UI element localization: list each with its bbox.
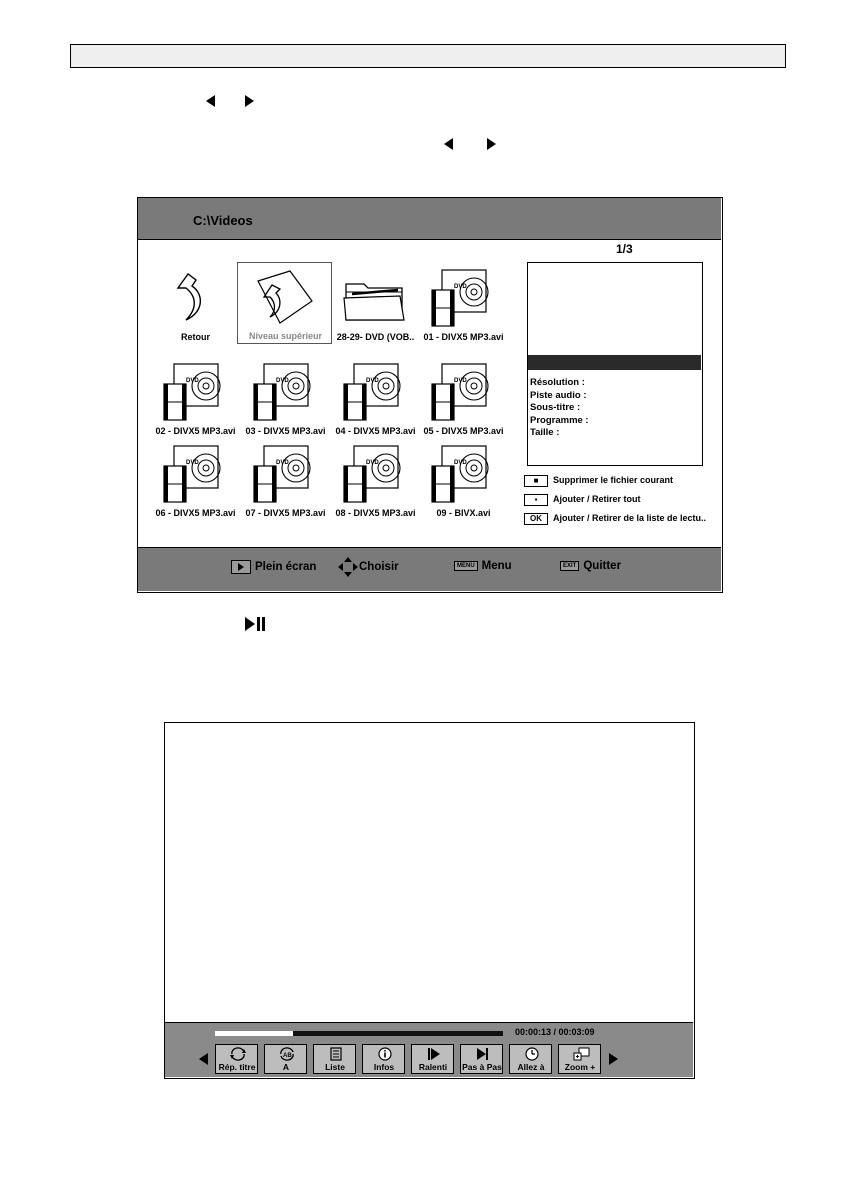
svg-text:DVD: DVD (366, 460, 379, 466)
info-audio-track: Piste audio : (530, 389, 587, 401)
step-icon (473, 1047, 493, 1061)
tile-label: 02 - DIVX5 MP3.avi (155, 426, 236, 436)
control-label: Ralenti (418, 1062, 448, 1072)
stop-key-icon: ■ (524, 475, 548, 487)
dvd-video-icon (340, 362, 410, 422)
player-control-bar (165, 1022, 693, 1077)
repeat-title-button[interactable] (215, 1044, 258, 1074)
file-info-list (530, 377, 589, 440)
dvd-video-icon (340, 444, 410, 504)
repeat-title-icon (228, 1047, 248, 1061)
repeat-ab-button[interactable] (264, 1044, 307, 1074)
square-key-icon: ▪ (524, 494, 548, 506)
tile-label: 04 - DIVX5 MP3.avi (335, 426, 416, 436)
video-player-screen (164, 722, 695, 1079)
progress-fill (215, 1031, 293, 1036)
goto-clock-icon (522, 1047, 542, 1061)
control-label: Rép. titre (218, 1062, 256, 1072)
file-browser-screen (137, 197, 723, 593)
svg-text:DVD: DVD (186, 378, 199, 384)
repeat-ab-icon (277, 1047, 297, 1061)
tile-label: 03 - DIVX5 MP3.avi (245, 426, 326, 436)
tile-label: 09 - BIVX.avi (436, 508, 491, 518)
goto-button[interactable] (509, 1044, 552, 1074)
control-label: Liste (325, 1062, 345, 1072)
left-arrow-icon (444, 137, 453, 155)
exit-key-icon: EXIT (560, 561, 579, 571)
menu-hint[interactable] (454, 560, 512, 572)
left-arrow-icon (206, 94, 215, 112)
tile-label: Niveau supérieur (248, 331, 323, 341)
right-arrow-icon (487, 137, 496, 155)
tile-video-01[interactable] (416, 264, 511, 346)
fullscreen-hint[interactable] (231, 560, 316, 574)
info-subtitle: Sous-titre : (530, 402, 581, 413)
tile-label: 01 - DIVX5 MP3.avi (423, 332, 504, 342)
folder-icon (340, 268, 410, 328)
quit-label: Quitter (583, 560, 622, 572)
play-pause-icon (244, 616, 268, 637)
info-icon (375, 1047, 395, 1061)
dvd-video-icon (428, 444, 498, 504)
tile-label: 07 - DIVX5 MP3.avi (245, 508, 326, 518)
control-label: Zoom + (564, 1062, 596, 1072)
control-label: Allez à (517, 1062, 545, 1072)
play-key-icon (231, 560, 251, 574)
choose-hint[interactable] (337, 556, 399, 578)
list-button[interactable] (313, 1044, 356, 1074)
right-arrow-icon (245, 94, 254, 112)
tile-label: Retour (181, 332, 210, 342)
choose-label: Choisir (359, 561, 399, 574)
info-program: Programme : (530, 414, 589, 426)
dvd-video-icon (428, 362, 498, 422)
fullscreen-label: Plein écran (255, 561, 317, 574)
control-label: A (282, 1062, 290, 1072)
dvd-video-icon (160, 444, 230, 504)
tile-label: 06 - DIVX5 MP3.avi (155, 508, 236, 518)
tile-label: 28-29- DVD (VOB.. (336, 332, 415, 342)
tile-video-09[interactable] (416, 440, 511, 522)
slow-motion-button[interactable] (411, 1044, 454, 1074)
browser-footer (138, 547, 721, 591)
step-button[interactable] (460, 1044, 503, 1074)
menu-key-icon: MENU (454, 561, 478, 571)
ok-key-icon: OK (524, 513, 548, 525)
time-display: 00:00:13 / 00:03:09 (515, 1027, 595, 1037)
current-path: C:\Videos (193, 213, 253, 228)
svg-text:DVD: DVD (186, 460, 199, 466)
scroll-right-arrow-icon[interactable] (609, 1052, 618, 1070)
svg-text:AB: AB (283, 1053, 292, 1059)
dvd-video-icon (428, 268, 498, 328)
control-label: Infos (373, 1062, 395, 1072)
tile-label: 08 - DIVX5 MP3.avi (335, 508, 416, 518)
info-button[interactable] (362, 1044, 405, 1074)
legend-label: Supprimer le fichier courant (553, 475, 674, 485)
return-arrow-icon (160, 268, 230, 328)
dvd-video-icon (250, 444, 320, 504)
svg-text:DVD: DVD (454, 378, 467, 384)
dvd-video-icon (160, 362, 230, 422)
tile-video-05[interactable] (416, 358, 511, 440)
dvd-video-icon (250, 362, 320, 422)
browser-header (138, 198, 721, 240)
control-label: Pas à Pas (462, 1062, 502, 1072)
list-icon (326, 1047, 346, 1061)
preview-selection-bar (528, 355, 701, 370)
legend-label: Ajouter / Retirer de la liste de lectu.. (553, 513, 707, 523)
menu-label: Menu (481, 560, 512, 572)
up-level-icon (250, 267, 320, 327)
info-resolution: Résolution : (530, 377, 585, 388)
scroll-left-arrow-icon[interactable] (199, 1052, 208, 1070)
info-size: Taille : (530, 427, 560, 438)
zoom-button[interactable] (558, 1044, 601, 1074)
svg-text:DVD: DVD (454, 284, 467, 290)
svg-text:DVD: DVD (276, 378, 289, 384)
quit-hint[interactable] (560, 560, 621, 572)
page-header-bar (70, 44, 786, 68)
legend-label: Ajouter / Retirer tout (553, 494, 641, 504)
file-info-panel (527, 262, 703, 466)
progress-bar[interactable] (215, 1031, 503, 1036)
tile-label: 05 - DIVX5 MP3.avi (423, 426, 504, 436)
zoom-icon (571, 1047, 591, 1061)
dpad-arrows-icon (337, 556, 359, 578)
svg-text:DVD: DVD (276, 460, 289, 466)
svg-text:DVD: DVD (454, 460, 467, 466)
svg-text:DVD: DVD (366, 378, 379, 384)
slow-motion-icon (424, 1047, 444, 1061)
page-indicator: 1/3 (616, 242, 633, 256)
